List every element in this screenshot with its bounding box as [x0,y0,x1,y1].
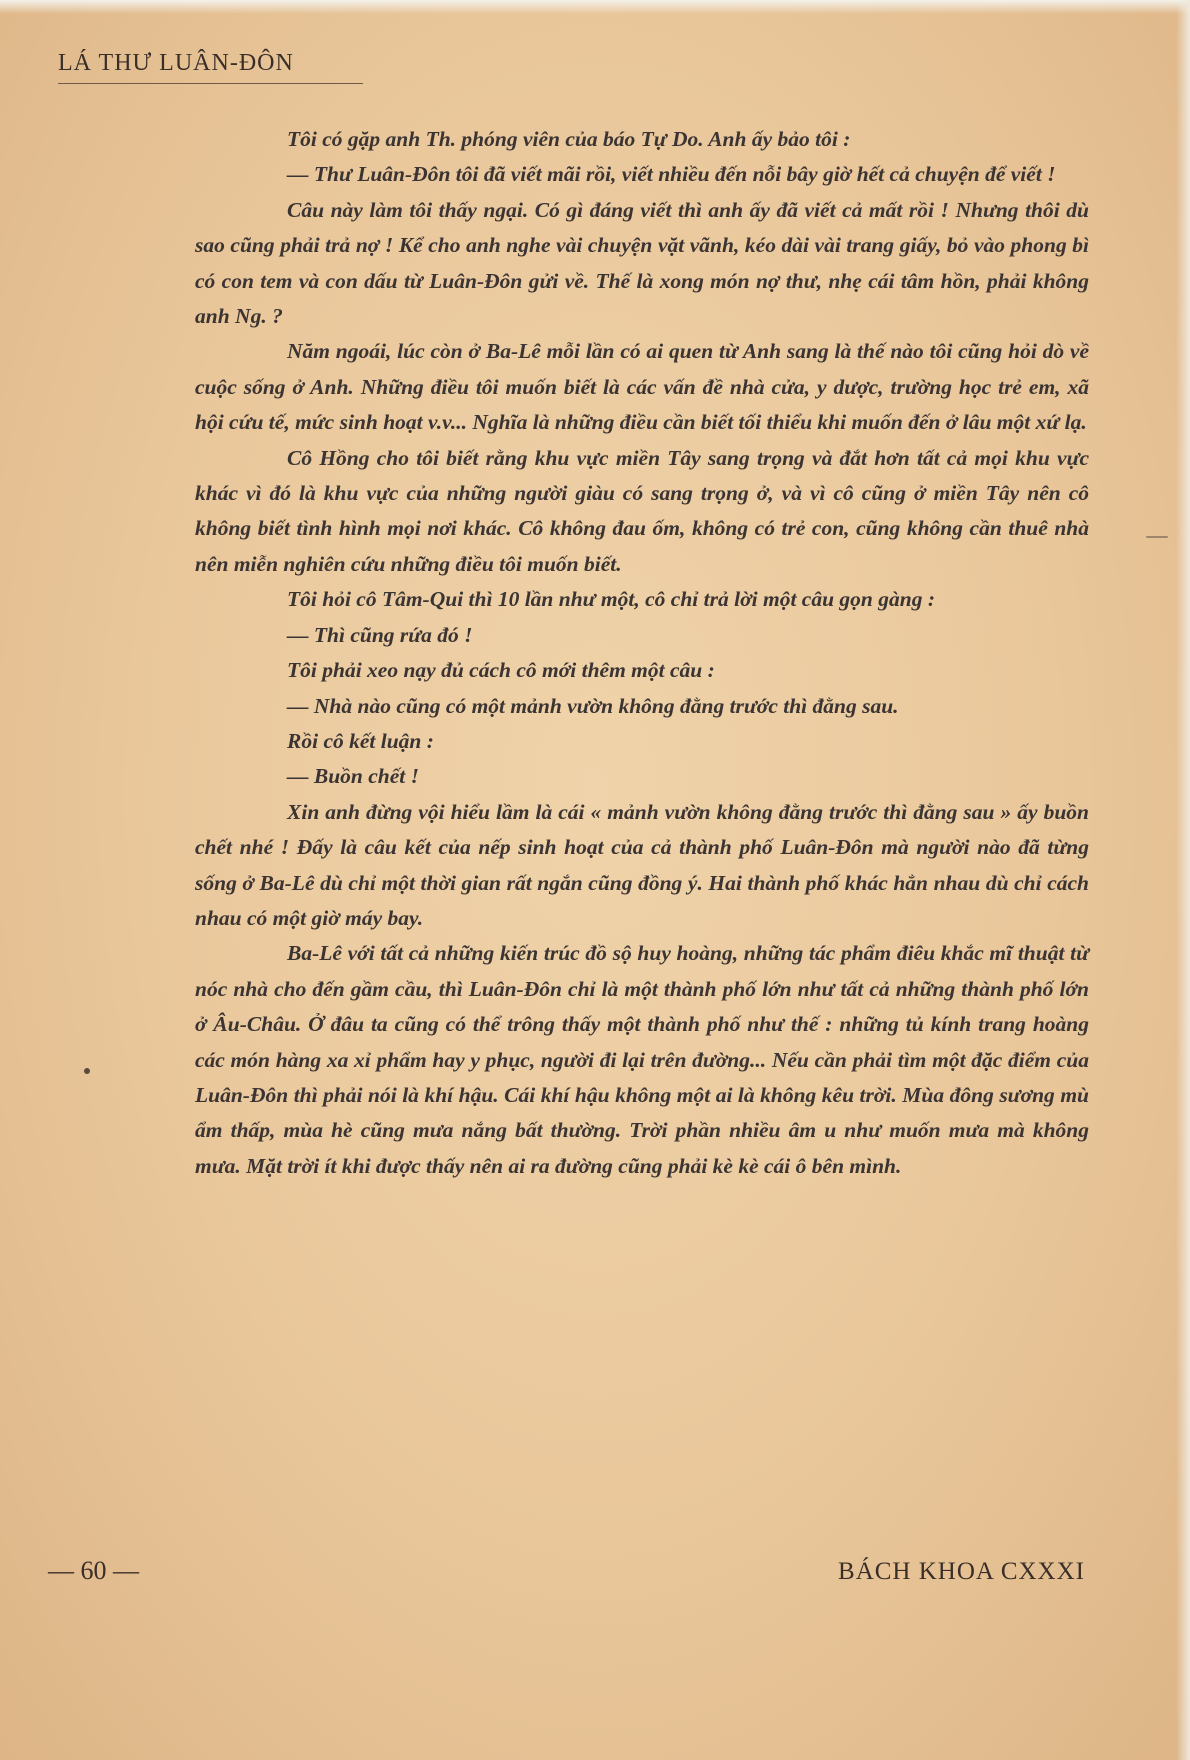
paragraph: Tôi có gặp anh Th. phóng viên của báo Tự Do. Anh ấy bảo tôi : [287,127,851,151]
page-right-edge [1176,0,1190,1760]
magazine-issue: BÁCH KHOA CXXXI [838,1558,1085,1585]
dialogue-line: — Nhà nào cũng có một mảnh vườn không đằng trước thì đằng sau. [287,693,899,718]
paragraph: Xin anh đừng vội hiểu lầm là cái « mảnh vườn không đằng trước thì đằng sau » ấy buồn chết nhé ! Đấy là câu kết của nếp sinh hoạt của cả thành phố Luân-Đôn mà người nào đã từng sống ở Ba-Lê dù chỉ một thời gian rất ngắn cũng đồng ý. Hai thành phố khác hẳn nhau dù chỉ cách nhau có một giờ máy bay. [195,799,1089,930]
page-top-edge [0,0,1190,14]
dialogue-line: Tôi phải xeo nạy đủ cách cô mới thêm một câu : [287,658,715,683]
paragraph: Năm ngoái, lúc còn ở Ba-Lê mỗi lần có ai quen từ Anh sang là thế nào tôi cũng hỏi dò về cuộc sống ở Anh. Những điều tôi muốn biết là các vấn đề nhà cửa, y dược, trường học trẻ em, xã hội cứu tế, mức sinh hoạt v.v... Nghĩa là những điều cần biết tối thiểu khi muốn đến ở lâu một xứ lạ. [195,339,1089,435]
paragraph: Câu này làm tôi thấy ngại. Có gì đáng viết thì anh ấy đã viết cả mất rồi ! Nhưng thôi dù sao cũng phải trả nợ ! Kể cho anh nghe vài chuyện vặt vãnh, kéo dài vài trang giấy, bỏ vào phong bì có con tem và con dấu từ Luân-Đôn gửi về. Thế là xong món nợ thư, nhẹ cái tâm hồn, phải không anh Ng. ? [195,197,1089,329]
ink-spot [84,1068,90,1074]
paragraph: Cô Hồng cho tôi biết rằng khu vực miền Tây sang trọng và đắt hơn tất cả mọi khu vực khác vì đó là khu vực của những người giàu có sang trọng ở, và vì cô cũng ở miền Tây nên cô không biết tình hình mọi nơi khác. Cô không đau ốm, không có trẻ con, cũng không cần thuê nhà nên miễn nghiên cứu những điều tôi muốn biết. [195,445,1089,576]
article-body [195,122,1089,1184]
running-title: LÁ THƯ LUÂN-ĐÔN [58,50,294,76]
page-number: — 60 — [48,1556,139,1585]
dialogue-line: — Thì cũng rứa đó ! [287,622,473,647]
dialogue-line: Rồi cô kết luận : [287,728,434,753]
dialogue-line: — Buồn chết ! [287,764,420,789]
paragraph: Ba-Lê với tất cả những kiến trúc đồ sộ huy hoàng, những tác phẩm điêu khắc mĩ thuật từ nóc nhà cho đến gầm cầu, thì Luân-Đôn chỉ là một thành phố lớn như tất cả những thành phố lớn ở Âu-Châu. Ở đâu ta cũng có thể trông thấy một thành phố như thế : những tủ kính trang hoàng các món hàng xa xỉ phẩm hay y phục, người đi lại trên đường... Nếu cần phải tìm một đặc điểm của Luân-Đôn thì phải nói là khí hậu. Cái khí hậu không một ai là không kêu trời. Mùa đông sương mù ẩm thấp, mùa hè cũng mưa nắng bất thường. Trời phần nhiều âm u như muốn mưa mà không mưa. Mặt trời ít khi được thấy nên ai ra đường cũng phải kè kè cái ô bên mình. [195,941,1089,1178]
paragraph: — Thư Luân-Đôn tôi đã viết mãi rồi, viết nhiều đến nỗi bây giờ hết cả chuyện để viết ! [287,162,1056,187]
paragraph: Tôi hỏi cô Tâm-Qui thì 10 lần như một, cô chỉ trả lời một câu gọn gàng : [287,587,935,612]
ink-spot [1146,536,1168,538]
running-title-underline [58,83,363,84]
